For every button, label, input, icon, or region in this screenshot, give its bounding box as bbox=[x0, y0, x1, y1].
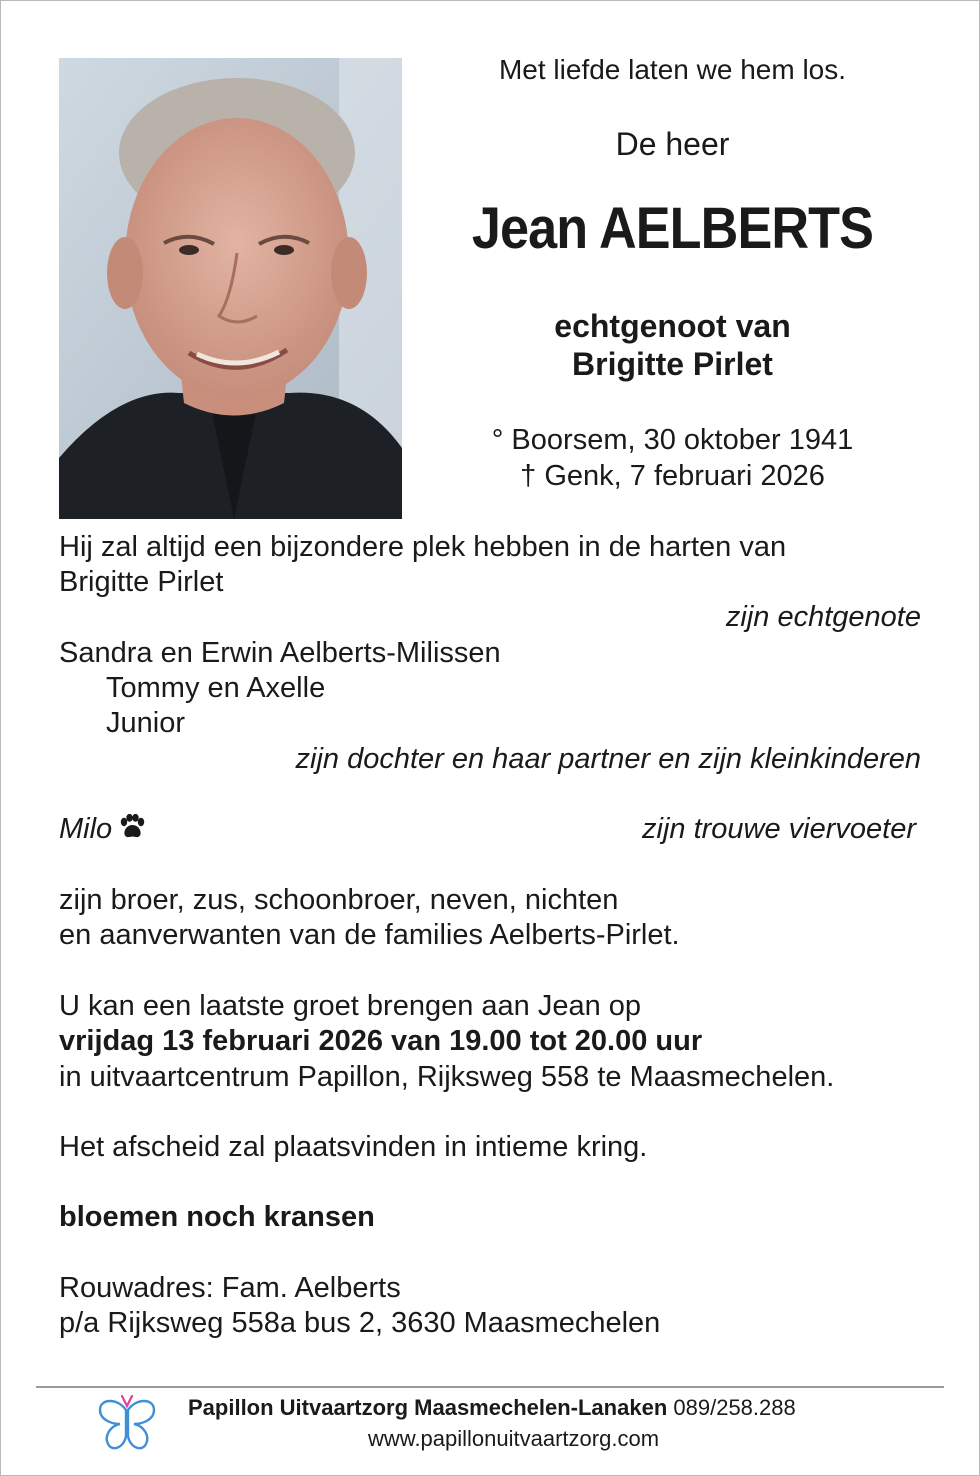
spouse-name: Brigitte Pirlet bbox=[59, 566, 224, 598]
pet-line bbox=[59, 813, 146, 848]
family-role: zijn dochter en haar partner en zijn kleinkinderen bbox=[295, 743, 921, 775]
footer-divider bbox=[36, 1386, 944, 1388]
org-phone: 089/258.288 bbox=[673, 1395, 796, 1420]
pet-name: Milo bbox=[59, 813, 113, 845]
grandchild-1: Tommy en Axelle bbox=[106, 672, 326, 704]
pet-role: zijn trouwe viervoeter bbox=[642, 813, 916, 845]
address-line-1: Rouwadres: Fam. Aelberts bbox=[59, 1272, 401, 1304]
portrait-photo bbox=[59, 58, 402, 519]
farewell-text: Het afscheid zal plaatsvinden in intieme kring. bbox=[59, 1131, 648, 1163]
address-line-2: p/a Rijksweg 558a bus 2, 3630 Maasmechelen bbox=[59, 1307, 661, 1339]
visitation-intro: U kan een laatste groet brengen aan Jean op bbox=[59, 990, 642, 1022]
relatives-line-1: zijn broer, zus, schoonbroer, neven, nichten bbox=[59, 884, 619, 916]
title-prefix: De heer bbox=[615, 126, 730, 162]
spouse-role: zijn echtgenote bbox=[725, 601, 921, 633]
footer-organisation bbox=[188, 1395, 796, 1421]
butterfly-logo-icon bbox=[96, 1392, 158, 1459]
opener-text: Met liefde laten we hem los. bbox=[498, 54, 847, 85]
relatives-line-2: en aanverwanten van de families Aelberts-Pirlet. bbox=[59, 919, 680, 951]
visitation-date-time: vrijdag 13 februari 2026 van 19.00 tot 20.00 uur bbox=[59, 1025, 703, 1057]
daughter-couple: Sandra en Erwin Aelberts-Milissen bbox=[59, 637, 501, 669]
deceased-name: Jean AELBERTS bbox=[471, 196, 874, 261]
visitation-location: in uitvaartcentrum Papillon, Rijksweg 558 te Maasmechelen. bbox=[59, 1061, 835, 1093]
mourners-intro: Hij zal altijd een bijzondere plek hebben in de harten van bbox=[59, 531, 787, 563]
birth-info: ° Boorsem, 30 oktober 1941 bbox=[491, 424, 854, 456]
paw-icon bbox=[118, 814, 146, 848]
spouse-line-2: Brigitte Pirlet bbox=[572, 346, 773, 382]
grandchild-2: Junior bbox=[106, 707, 185, 739]
death-info: † Genk, 7 februari 2026 bbox=[520, 460, 825, 492]
spouse-line-1: echtgenoot van bbox=[554, 308, 791, 344]
flowers-note: bloemen noch kransen bbox=[59, 1201, 375, 1233]
org-website[interactable]: www.papillonuitvaartzorg.com bbox=[368, 1426, 660, 1451]
org-name: Papillon Uitvaartzorg Maasmechelen-Lanaken bbox=[188, 1395, 668, 1420]
